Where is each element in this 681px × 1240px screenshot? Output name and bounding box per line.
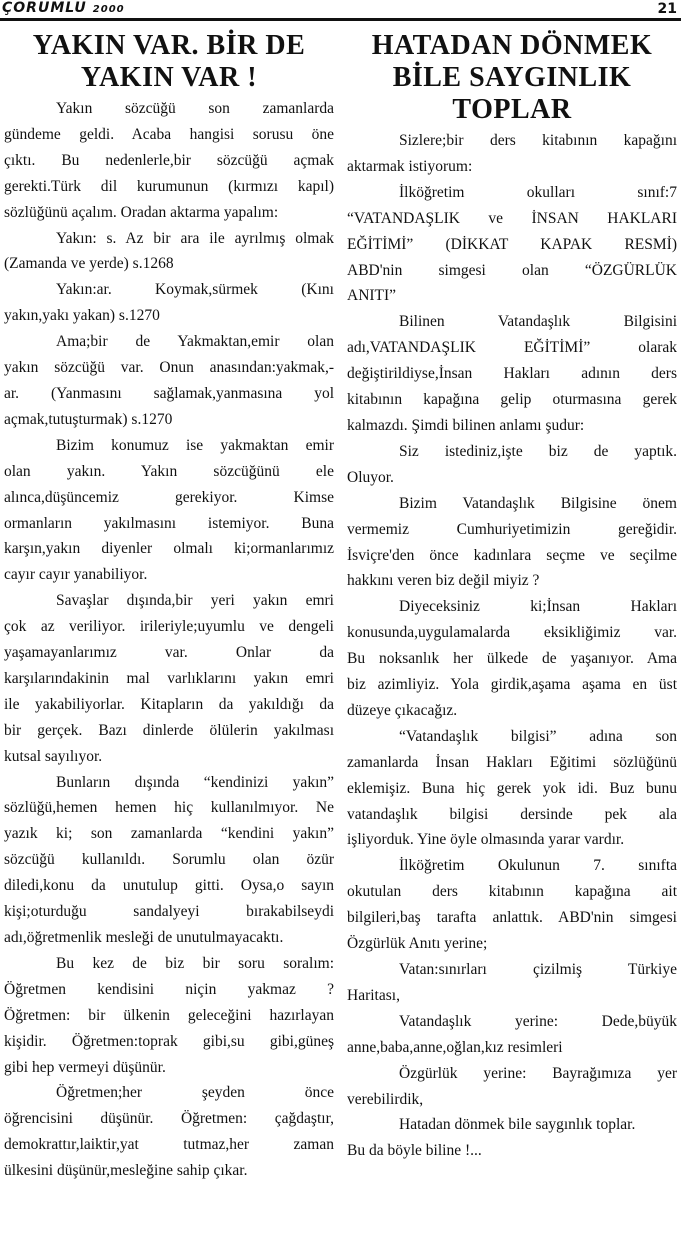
text-line: Özgürlük yerine: Bayrağımıza yer <box>399 1064 677 1082</box>
text-line: İsviçre'den önce kadınlara seçme ve seçilme <box>347 546 677 564</box>
text-line: Bu kez de biz bir soru soralım: <box>56 954 334 972</box>
text-line: olan yakın. Yakın sözcüğünü ele <box>4 462 334 480</box>
text-line: kitabının kapağına gelip oturmasına gerek <box>347 391 677 409</box>
header-rule <box>0 18 681 21</box>
text-line: okutulan ders kitabının kapağına ait <box>347 883 677 901</box>
text-line: kutsal sayılıyor. <box>4 747 103 765</box>
text-line: ile yakabiliyorlar. Kitapların da yakıldığı da <box>4 695 334 713</box>
text-line: Yakın sözcüğü son zamanlarda <box>56 100 334 117</box>
text-line: yaşamayanlarımız var. Onlar da <box>4 644 334 662</box>
masthead-brand: ÇORUMLU <box>2 0 87 16</box>
text-line: Vatandaşlık yerine: Dede,büyük <box>399 1012 677 1030</box>
text-line: verebilirdik, <box>347 1090 424 1108</box>
text-line: işliyorduk. Yine öyle olmasında yarar vardır. <box>347 831 625 849</box>
text-line: çıktı. Bu nedenlerle,bir sözcüğü açmak <box>4 151 334 169</box>
text-line: ANITI” <box>347 287 397 305</box>
text-line: açmak,tutuşturmak) s.1270 <box>4 410 173 428</box>
text-line: Hatadan dönmek bile saygınlık toplar. <box>399 1116 636 1134</box>
text-line: “VATANDAŞLIK ve İNSAN HAKLARI <box>347 209 677 227</box>
masthead-year: 2000 <box>92 4 125 15</box>
text-line: Savaşlar dışında,bir yeri yakın emri <box>56 592 334 610</box>
text-line: İlköğretim Okulunun 7. sınıfta <box>399 857 677 875</box>
text-line: zamanlarda İnsan Hakları Eğitimi sözlüğünü <box>347 753 677 771</box>
text-line: biz azimliyiz. Yola girdik,aşama aşama en üst <box>347 676 677 694</box>
text-line: kalmazdı. Şimdi bilinen anlamı şudur: <box>347 416 585 434</box>
text-line: ülkesini düşünür,mesleğine sahip çıkar. <box>4 1162 248 1180</box>
text-line: sözcüğü kullanıldı. Sorumlu olan özür <box>4 851 334 869</box>
text-line: Öğretmen kendisini niçin yakmaz ? <box>4 980 334 998</box>
text-line: yakın sözcüğü var. Onun anasından:yakmak,- <box>4 359 334 377</box>
text-line: Yakın:ar. Koymak,sürmek (Kını <box>56 281 334 299</box>
text-line: hakkını veren biz değil miyiz ? <box>347 572 540 590</box>
text-line: yazık ki; son zamanlarda “kendini yakın” <box>4 825 334 843</box>
left-article-body <box>4 96 334 1184</box>
text-line: İlköğretim okulları sınıf:7 <box>399 183 677 201</box>
text-line: eklemişiz. Buna hiç gerek yok idi. Buz bunu <box>347 779 677 797</box>
text-line: Haritası, <box>347 986 400 1004</box>
text-line: Sizlere;bir ders kitabının kapağını <box>399 132 677 149</box>
text-line: karşın,yakın diyenler olmalı ki;ormanlarımız <box>4 540 334 558</box>
text-line: Siz istediniz,işte biz de yaptık. <box>399 442 677 460</box>
text-line: “Vatandaşlık bilgisi” adına son <box>399 727 677 745</box>
text-line: Diyeceksiniz ki;İnsan Hakları <box>399 598 677 616</box>
text-line: demokrattır,laiktir,yat tutmaz,her zaman <box>4 1136 334 1154</box>
right-article-title: HATADAN DÖNMEK BİLE SAYGINLIK TOPLAR <box>371 30 653 125</box>
right-article <box>347 30 677 1164</box>
text-line: Ama;bir de Yakmaktan,emir olan <box>56 333 334 351</box>
text-line: Bunların dışında “kendinizi yakın” <box>56 773 334 791</box>
text-line: sözlüğünü açalım. Oradan aktarma yapalım: <box>4 203 279 221</box>
text-line: gibi hep vermeyi düşünür. <box>4 1058 166 1076</box>
page-header <box>0 0 681 20</box>
text-line: Vatan:sınırları çizilmiş Türkiye <box>399 961 677 978</box>
text-line: adı,VATANDAŞLIK EĞİTİMİ” olarak <box>347 339 677 357</box>
text-line: vatandaşlık bilgisi dersinde pek ala <box>347 805 677 823</box>
text-line: ABD'nin simgesi olan “ÖZGÜRLÜK <box>347 261 677 279</box>
text-line: anne,baba,anne,oğlan,kız resimleri <box>347 1038 563 1056</box>
text-line: Bizim Vatandaşlık Bilgisine önem <box>399 494 677 512</box>
text-line: adı,öğretmenlik mesleği de unutulmayacaktı. <box>4 929 284 946</box>
text-line: vermemiz Cumhuriyetimizin gereğidir. <box>347 520 677 538</box>
text-line: cayır cayır yanabiliyor. <box>4 566 148 584</box>
text-line: Bilinen Vatandaşlık Bilgisini <box>399 313 677 331</box>
text-line: Öğretmen;her şeyden önce <box>56 1084 334 1102</box>
text-line: öğrencisini düşünür. Öğretmen: çağdaştır, <box>4 1110 334 1128</box>
text-line: ormanların yakılmasını istemiyor. Buna <box>4 514 334 532</box>
left-article-title: YAKIN VAR. BİR DE YAKIN VAR ! <box>32 30 306 93</box>
page-number: 21 <box>657 1 677 17</box>
right-article-body <box>347 128 677 1164</box>
text-line: alınca,düşüncemiz gerekiyor. Kimse <box>4 488 334 506</box>
text-line: değiştirildiyse,İnsan Hakları adının ders <box>347 365 677 383</box>
text-line: sözlüğü,hemen hemen hiç kullanılmıyor. Ne <box>4 799 334 817</box>
text-line: gündeme geldi. Acaba hangisi sorusu öne <box>4 125 334 143</box>
text-line: ar. (Yanmasını sağlamak,yanmasına yol <box>4 384 334 402</box>
text-line: diledi,konu da unutulup gitti. Oysa,o sayın <box>4 877 334 895</box>
text-line: gerekti.Türk dil kurumunun (kırmızı kapıl) <box>4 177 334 195</box>
text-line: karşılarındakinin mal varlıklarını yakın emri <box>4 669 334 687</box>
text-line: Özgürlük Anıtı yerine; <box>347 935 488 953</box>
text-line: EĞİTİMİ” (DİKKAT KAPAK RESMİ) <box>347 235 677 253</box>
text-line: (Zamanda ve yerde) s.1268 <box>4 255 174 273</box>
text-line: Bizim konumuz ise yakmaktan emir <box>56 436 334 454</box>
text-line: konusunda,uygulamalarda eksikliğimiz var. <box>347 624 677 642</box>
text-line: düzeye çıkacağız. <box>347 701 458 719</box>
text-line: kişi;oturduğu sandalyeyi bırakabilseydi <box>4 903 334 921</box>
text-line: Oluyor. <box>347 468 394 486</box>
text-line: bilgileri,baş tarafta anlattık. ABD'nin simgesi <box>347 909 677 927</box>
masthead <box>2 0 125 16</box>
text-line: Bu da böyle biline !... <box>347 1142 482 1160</box>
text-line: Bu noksanlık her ülkede de yaşanıyor. Ama <box>347 650 677 668</box>
text-line: kişidir. Öğretmen:toprak gibi,su gibi,güneş <box>4 1032 334 1050</box>
text-line: Yakın: s. Az bir ara ile ayrılmış olmak <box>56 229 334 247</box>
text-line: aktarmak istiyorum: <box>347 157 473 175</box>
text-line: bir gerçek. Bazı dinlerde ölülerin yakılması <box>4 721 334 739</box>
text-line: yakın,yakı yakan) s.1270 <box>4 307 160 325</box>
left-article <box>4 30 334 1184</box>
text-line: çok az veriliyor. irileriyle;uyumlu ve dengeli <box>4 618 334 636</box>
text-line: Öğretmen: bir ülkenin geleceğini hazırlayan <box>4 1006 334 1024</box>
